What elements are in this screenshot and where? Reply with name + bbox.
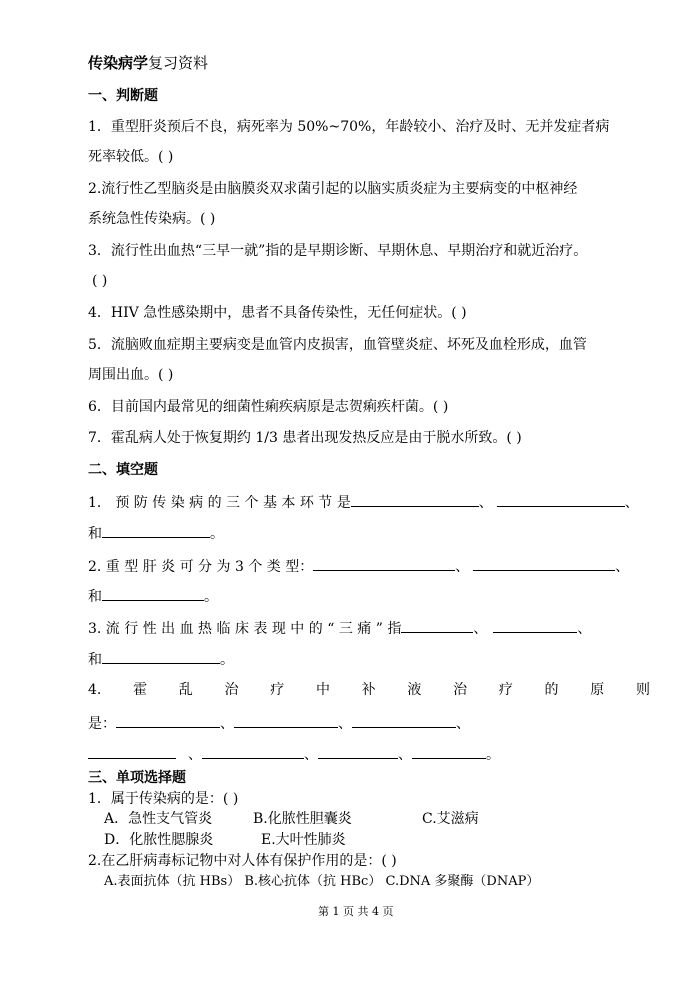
judgement-q1-line2: 死率较低。( ) [88, 149, 174, 165]
fill-q2-blank-2[interactable] [473, 556, 615, 571]
separator: 、 [615, 559, 630, 575]
fill-q4-word: 疗 [270, 682, 285, 698]
fill-q4-blank-1[interactable] [116, 713, 220, 728]
fill-q4-word: 则 [635, 682, 650, 698]
fill-q4-word: 4. [88, 682, 102, 698]
fill-q4-word: 的 [544, 682, 559, 698]
choice-q1-option-d[interactable]: D．化脓性腮腺炎 [104, 832, 214, 848]
separator: 、 [220, 716, 234, 732]
fill-q4-is: 是： [88, 716, 116, 732]
separator: 、 [624, 495, 639, 511]
choice-q1-option-a[interactable]: A．急性支气管炎 [104, 811, 213, 827]
fill-q4-blank-2[interactable] [234, 713, 338, 728]
fill-q3-line1 [88, 618, 591, 638]
separator: 、 [304, 747, 318, 763]
fill-q3-line2 [88, 649, 234, 669]
fill-q4-word: 补 [361, 682, 376, 698]
choice-q2-stem: 2.在乙肝病毒标记物中对人体有保护作用的是：( ) [88, 853, 397, 869]
fill-q3-text: 3. 流 行 性 出 血 热 临 床 表 现 中 的 “ 三 痛 ” 指 [88, 621, 402, 637]
fill-q1-line2 [88, 523, 224, 543]
judgement-q6: 6．目前国内最常见的细菌性痢疾病原是志贺痢疾杆菌。( ) [88, 399, 449, 415]
judgement-q3-line1: 3．流行性出血热“三早一就”指的是早期诊断、早期休息、早期治疗和就近治疗。 [88, 243, 588, 259]
fill-q4-line1 [88, 681, 650, 699]
fill-q2-text: 2. 重 型 肝 炎 可 分 为 3 个 类 型： [88, 559, 314, 575]
separator: 。 [204, 589, 218, 605]
section-heading-single-choice: 三、单项选择题 [88, 770, 186, 786]
fill-q4-blank-6[interactable] [318, 744, 398, 759]
fill-q4-word: 液 [407, 682, 422, 698]
judgement-q4: 4．HIV 急性感染期中，患者不具备传染性，无任何症状。( ) [88, 305, 467, 321]
fill-q1-line1 [88, 492, 639, 512]
fill-q4-word: 乱 [178, 682, 193, 698]
fill-q3-blank-1[interactable] [401, 618, 473, 633]
title-rest: 复习资料 [148, 54, 209, 72]
fill-q3-and: 和 [88, 652, 102, 668]
separator: 、 [577, 621, 592, 637]
fill-q2-blank-1[interactable] [313, 556, 455, 571]
judgement-q2-line2: 系统急性传染病。( ) [88, 211, 216, 227]
fill-q2-line1 [88, 556, 629, 576]
judgement-q3-line2: ( ) [92, 273, 108, 289]
judgement-q1-line1: 1．重型肝炎预后不良，病死率为 50%~70%，年龄较小、治疗及时、无并发症者病 [88, 119, 610, 135]
fill-q4-word: 治 [453, 682, 468, 698]
fill-q1-and: 和 [88, 526, 102, 542]
fill-q4-word: 中 [315, 682, 330, 698]
section-heading-judgement: 一、判断题 [88, 88, 158, 104]
fill-q4-line3 [88, 744, 500, 764]
fill-q2-line2 [88, 586, 218, 606]
title-bold: 传染病学 [88, 54, 149, 72]
fill-q4-word: 疗 [498, 682, 513, 698]
separator: 、 [473, 621, 488, 637]
fill-q3-blank-2[interactable] [493, 618, 577, 633]
separator: 、 [188, 747, 202, 763]
choice-q1-option-e[interactable]: E.大叶性肺炎 [261, 832, 346, 848]
judgement-q5-line2: 周围出血。( ) [88, 367, 174, 383]
separator: 、 [398, 747, 412, 763]
fill-q1-blank-3[interactable] [102, 523, 210, 538]
fill-q1-blank-1[interactable] [351, 492, 479, 507]
fill-q2-and: 和 [88, 589, 102, 605]
fill-q3-blank-3[interactable] [102, 649, 220, 664]
separator: 、 [338, 716, 352, 732]
page-footer: 第 1 页 共 4 页 [318, 905, 394, 918]
document-title [88, 54, 208, 72]
fill-q4-word: 霍 [133, 682, 148, 698]
fill-q4-blank-7[interactable] [412, 744, 486, 759]
fill-q1-blank-2[interactable] [497, 492, 625, 507]
choice-q1-stem: 1．属于传染病的是：( ) [88, 791, 239, 807]
separator: 、 [455, 559, 470, 575]
fill-q4-blank-4[interactable] [88, 744, 176, 759]
fill-q4-line2 [88, 713, 470, 733]
fill-q2-blank-3[interactable] [102, 586, 204, 601]
judgement-q7: 7．霍乱病人处于恢复期约 1/3 患者出现发热反应是由于脱水所致。( ) [88, 430, 522, 446]
judgement-q5-line1: 5．流脑败血症期主要病变是血管内皮损害，血管壁炎症、坏死及血栓形成，血管 [88, 337, 587, 353]
fill-q4-blank-5[interactable] [202, 744, 304, 759]
separator: 。 [486, 747, 500, 763]
fill-q4-blank-3[interactable] [352, 713, 456, 728]
separator: 、 [478, 495, 493, 511]
separator: 。 [220, 652, 234, 668]
choice-q2-options[interactable]: A.表面抗体（抗 HBs） B.核心抗体（抗 HBc） C.DNA 多聚酶（DNAP） [104, 874, 540, 889]
fill-q4-word: 原 [590, 682, 605, 698]
choice-q1-option-b[interactable]: B.化脓性胆囊炎 [253, 811, 352, 827]
judgement-q2-line1: 2.流行性乙型脑炎是由脑膜炎双求菌引起的以脑实质炎症为主要病变的中枢神经 [88, 181, 578, 197]
choice-q1-option-c[interactable]: C.艾滋病 [422, 811, 479, 827]
fill-q1-text: 1． 预 防 传 染 病 的 三 个 基 本 环 节 是 [88, 495, 351, 511]
separator: 、 [456, 716, 470, 732]
separator: 。 [210, 526, 224, 542]
fill-q4-word: 治 [224, 682, 239, 698]
section-heading-fill-blank: 二、填空题 [88, 462, 158, 478]
